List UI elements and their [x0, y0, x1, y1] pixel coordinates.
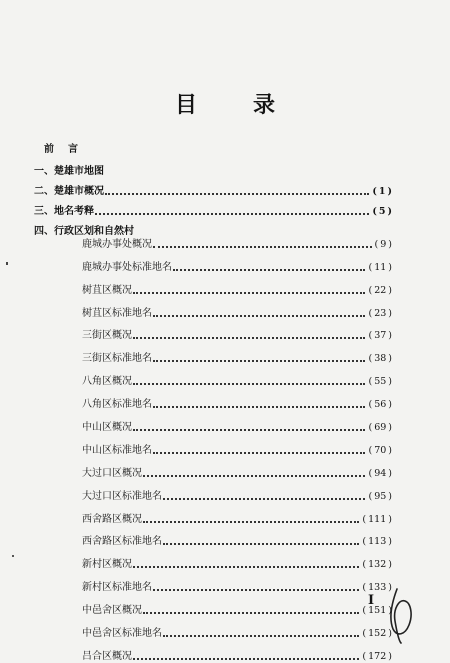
- toc-leader-dots: [133, 336, 365, 339]
- page-ref: 172: [368, 650, 387, 662]
- toc-entry-label: 中邑舍区标准地名: [82, 628, 162, 640]
- toc-entry: [34, 228, 394, 251]
- toc-leader-dots: [133, 382, 365, 385]
- toc-entry-page: ( 69 ): [368, 422, 392, 434]
- page-ref: 38: [374, 353, 387, 365]
- toc-entry: [34, 457, 394, 480]
- page-ref: 132: [368, 559, 387, 571]
- page-ref: 152: [368, 628, 387, 640]
- toc-entry: [34, 640, 394, 663]
- toc-entry-page: ( 38 ): [368, 353, 392, 365]
- toc-entry-page: ( 113 ): [362, 536, 392, 548]
- toc-leader-dots: [143, 611, 359, 614]
- page-ref: 113: [368, 536, 387, 548]
- toc-entry-page: ( 56 ): [368, 399, 392, 411]
- toc-entry-page: ( 95 ): [368, 490, 392, 502]
- toc-entry-label: 西舍路区概况: [82, 513, 142, 525]
- toc-entry-label: 吕合区概况: [82, 650, 132, 662]
- toc-entry: [34, 198, 394, 218]
- toc-entry-page: ( 22 ): [368, 284, 392, 296]
- toc-entry: [34, 617, 394, 640]
- toc-entry-page: ( 70 ): [368, 444, 392, 456]
- toc-leader-dots: [105, 192, 369, 195]
- toc-entry-label: 大过口区概况: [82, 467, 142, 479]
- page-ref: 55: [374, 376, 387, 388]
- toc-entry-label: 树苴区标准地名: [82, 307, 152, 319]
- toc-entry-page: ( 94 ): [368, 467, 392, 479]
- toc-entry-page: ( 37 ): [368, 330, 392, 342]
- page-ref: 95: [374, 490, 387, 502]
- toc-entry: [34, 320, 394, 343]
- toc-entry-label: 一、楚雄市地图: [34, 166, 104, 177]
- toc-leader-dots: [153, 451, 365, 454]
- toc-entry-label: 三、地名考释: [34, 206, 94, 217]
- toc-entry-label: 八角区标准地名: [82, 399, 152, 411]
- page-number: I: [368, 593, 375, 608]
- toc-entry: [34, 365, 394, 388]
- toc-entry-label: 中邑舍区概况: [82, 605, 142, 617]
- page-ref: 69: [374, 422, 387, 434]
- toc-entry: [34, 526, 394, 549]
- preface-heading: 前言: [44, 144, 92, 155]
- toc-entry-label: 大过口区标准地名: [82, 490, 162, 502]
- toc-entry-label: 西舍路区标准地名: [82, 536, 162, 548]
- toc-leader-dots: [163, 497, 365, 500]
- toc-entry: [34, 571, 394, 594]
- toc-entry: [34, 434, 394, 457]
- toc-entry: [34, 342, 394, 365]
- toc-entry: [34, 251, 394, 274]
- toc-leader-dots: [133, 291, 365, 294]
- toc-entry-label: 新村区概况: [82, 559, 132, 571]
- toc-entry-label: 二、楚雄市概况: [34, 186, 104, 197]
- toc-leader-dots: [143, 520, 359, 523]
- page-ref: 56: [374, 399, 387, 411]
- toc-leader-dots: [163, 542, 359, 545]
- toc-entry-page: ( 111 ): [362, 513, 392, 525]
- toc-subsections: [34, 228, 394, 663]
- page-ref: 94: [374, 467, 387, 479]
- toc-leader-dots: [143, 474, 365, 477]
- toc-leader-dots: [153, 245, 372, 248]
- toc-entry-page: ( 1 ): [372, 186, 392, 197]
- page-ref: 133: [368, 582, 387, 594]
- toc-leader-dots: [173, 268, 365, 271]
- toc-entry-page: ( 133 ): [362, 582, 392, 594]
- toc-entry-page: ( 23 ): [368, 307, 392, 319]
- page-ref: 23: [374, 307, 387, 319]
- toc-sections: [34, 158, 394, 238]
- toc-entry-label: 四、行政区划和自然村: [34, 226, 134, 237]
- toc-entry-label: 八角区概况: [82, 376, 132, 388]
- toc-leader-dots: [133, 428, 365, 431]
- toc-entry-page: ( 152 ): [362, 628, 392, 640]
- toc-entry-page: ( 5 ): [372, 206, 392, 217]
- toc-entry: [34, 388, 394, 411]
- handwritten-mark: [383, 585, 423, 645]
- page-ref: 11: [374, 261, 387, 273]
- toc-entry-label: 新村区标准地名: [82, 582, 152, 594]
- toc-entry: [34, 274, 394, 297]
- page-ref: 70: [374, 444, 387, 456]
- toc-leader-dots: [133, 657, 359, 660]
- toc-entry-label: 三街区标准地名: [82, 353, 152, 365]
- toc-entry: [34, 594, 394, 617]
- page-ref: 5: [378, 206, 386, 217]
- toc-leader-dots: [95, 212, 369, 215]
- page-ref: 1: [378, 186, 386, 197]
- toc-leader-dots: [163, 634, 359, 637]
- toc-entry-label: 鹿城办事处标准地名: [82, 261, 172, 273]
- toc-entry: [34, 480, 394, 503]
- toc-entry-page: ( 132 ): [362, 559, 392, 571]
- toc-entry-label: 鹿城办事处概况: [82, 238, 152, 250]
- toc-leader-dots: [153, 588, 359, 591]
- toc-entry-page: ( 9 ): [374, 238, 392, 250]
- toc-entry-label: 树苴区概况: [82, 284, 132, 296]
- scan-speck: [12, 555, 14, 557]
- toc-entry-label: 三街区概况: [82, 330, 132, 342]
- page-ref: 9: [380, 238, 387, 250]
- toc-entry-label: 中山区概况: [82, 422, 132, 434]
- toc-entry: [34, 178, 394, 198]
- toc-entry-page: ( 11 ): [368, 261, 392, 273]
- toc-entry-page: ( 55 ): [368, 376, 392, 388]
- toc-entry: [34, 158, 394, 178]
- page-ref: 111: [368, 513, 387, 525]
- toc-leader-dots: [153, 405, 365, 408]
- page-ref: 22: [374, 284, 387, 296]
- toc-entry-label: 中山区标准地名: [82, 444, 152, 456]
- toc-entry: [34, 548, 394, 571]
- toc-entry: [34, 411, 394, 434]
- toc-entry-page: ( 151 ): [362, 605, 392, 617]
- toc-entry-page: ( 172 ): [362, 650, 392, 662]
- scan-speck: [6, 262, 8, 265]
- toc-leader-dots: [133, 565, 359, 568]
- toc-leader-dots: [153, 314, 365, 317]
- page-ref: 151: [368, 605, 387, 617]
- toc-leader-dots: [153, 359, 365, 362]
- toc-entry: [34, 297, 394, 320]
- page-ref: 37: [374, 330, 387, 342]
- toc-entry: [34, 503, 394, 526]
- page-title: 目录: [174, 92, 331, 118]
